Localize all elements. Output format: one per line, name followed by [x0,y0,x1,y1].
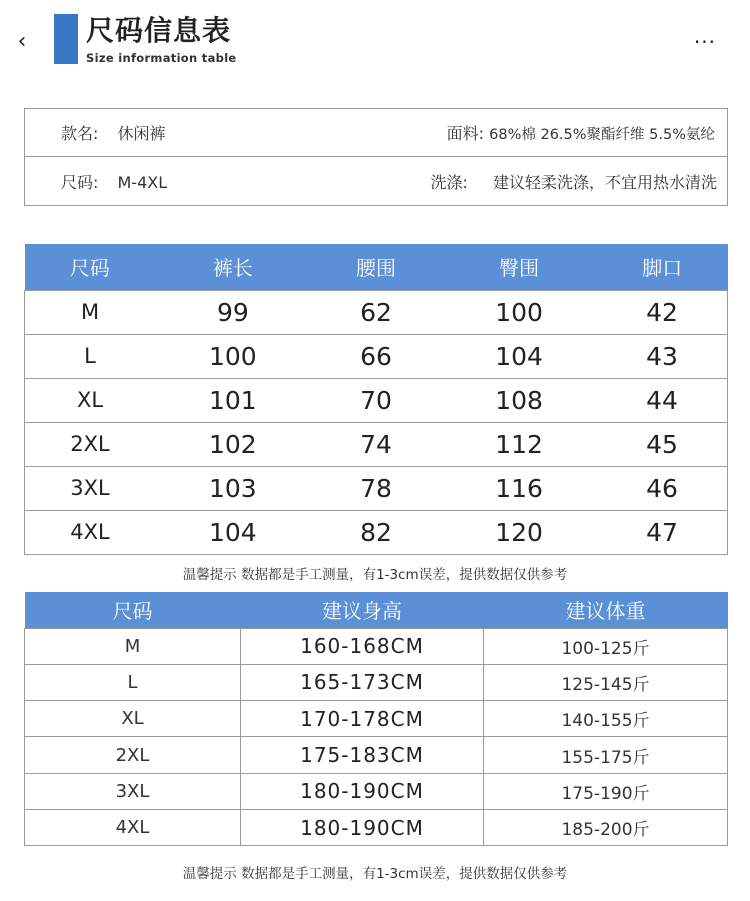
more-dots-icon: ··· [693,30,716,54]
page-header [54,14,237,65]
waist-cell: 74 [311,422,442,466]
size-table-header-row [25,244,728,290]
header-leg-opening: 脚口 [597,244,728,290]
style-info [61,121,166,144]
style-value: 休闲裤 [117,124,166,143]
height-cell: 170-178CM [241,701,484,737]
header-recommended-height: 建议身高 [241,592,484,628]
hip-cell: 100 [441,290,597,334]
more-button[interactable] [694,30,716,54]
weight-cell: 125-145斤 [484,664,728,700]
height-cell: 165-173CM [241,664,484,700]
size-cell: 2XL [25,737,241,773]
hip-cell: 116 [441,466,597,510]
height-cell: 180-190CM [241,809,484,845]
table-row [25,628,728,664]
pants-length-cell: 103 [155,466,311,510]
measurement-tip: 温馨提示 数据都是手工测量，有1-3cm误差，提供数据仅供参考 [182,866,568,882]
page-title: 尺码信息表 [86,14,232,47]
table-row [25,422,728,466]
leg-opening-cell: 42 [597,290,728,334]
size-cell: 4XL [25,809,241,845]
table-row [25,510,728,554]
hip-cell: 108 [441,378,597,422]
table-row [25,701,728,737]
pants-length-cell: 102 [155,422,311,466]
leg-opening-cell: 44 [597,378,728,422]
height-cell: 180-190CM [241,773,484,809]
size-cell: M [25,628,241,664]
size-label: 尺码: [61,173,99,192]
fit-recommendation-table [24,592,728,846]
wash-info [430,170,717,193]
waist-cell: 78 [311,466,442,510]
fit-table-header-row [25,592,728,628]
table-row [25,773,728,809]
header-recommended-weight: 建议体重 [484,592,728,628]
table-row [25,664,728,700]
header-size: 尺码 [25,244,156,290]
table-row [25,809,728,845]
size-cell: M [25,290,156,334]
height-cell: 160-168CM [241,628,484,664]
wash-value: 建议轻柔洗涤，不宜用热水清洗 [492,173,717,192]
weight-cell: 185-200斤 [484,809,728,845]
size-cell: XL [25,378,156,422]
size-cell: L [25,334,156,378]
pants-length-cell: 101 [155,378,311,422]
header-pants-length: 裤长 [155,244,311,290]
table-row [25,466,728,510]
hip-cell: 112 [441,422,597,466]
page-subtitle: Size information table [86,51,237,65]
leg-opening-cell: 45 [597,422,728,466]
measurement-tip: 温馨提示 数据都是手工测量，有1-3cm误差，提供数据仅供参考 [182,567,568,583]
size-range-value: M-4XL [117,173,168,192]
table-row [25,334,728,378]
fabric-label: 面料: [446,124,485,143]
header-size: 尺码 [25,592,241,628]
hip-cell: 120 [441,510,597,554]
product-info-box [24,108,728,206]
pants-length-cell: 104 [155,510,311,554]
waist-cell: 82 [311,510,442,554]
header-hip: 臀围 [441,244,597,290]
info-row-1 [25,109,727,157]
size-cell: 2XL [25,422,156,466]
table-row [25,737,728,773]
waist-cell: 70 [311,378,442,422]
size-measurement-table [24,244,728,555]
hip-cell: 104 [441,334,597,378]
fabric-info [447,121,715,144]
title-accent-bar [54,14,78,64]
waist-cell: 62 [311,290,442,334]
pants-length-cell: 100 [155,334,311,378]
waist-cell: 66 [311,334,442,378]
weight-cell: 175-190斤 [484,773,728,809]
weight-cell: 155-175斤 [484,737,728,773]
leg-opening-cell: 46 [597,466,728,510]
table-row [25,378,728,422]
fabric-value: 68%棉 26.5%聚酯纤维 5.5%氨纶 [489,127,715,143]
size-range-info [61,170,167,193]
size-cell: 4XL [25,510,156,554]
size-cell: L [25,664,241,700]
header-waist: 腰围 [311,244,442,290]
leg-opening-cell: 47 [597,510,728,554]
weight-cell: 100-125斤 [484,628,728,664]
table-row [25,290,728,334]
info-row-2 [25,157,727,206]
back-button[interactable] [10,28,34,54]
style-label: 款名: [61,124,99,143]
chevron-left-icon: ‹ [17,28,27,54]
wash-label: 洗涤: [430,173,468,192]
size-cell: 3XL [25,466,156,510]
height-cell: 175-183CM [241,737,484,773]
size-cell: 3XL [25,773,241,809]
weight-cell: 140-155斤 [484,701,728,737]
size-cell: XL [25,701,241,737]
pants-length-cell: 99 [155,290,311,334]
leg-opening-cell: 43 [597,334,728,378]
